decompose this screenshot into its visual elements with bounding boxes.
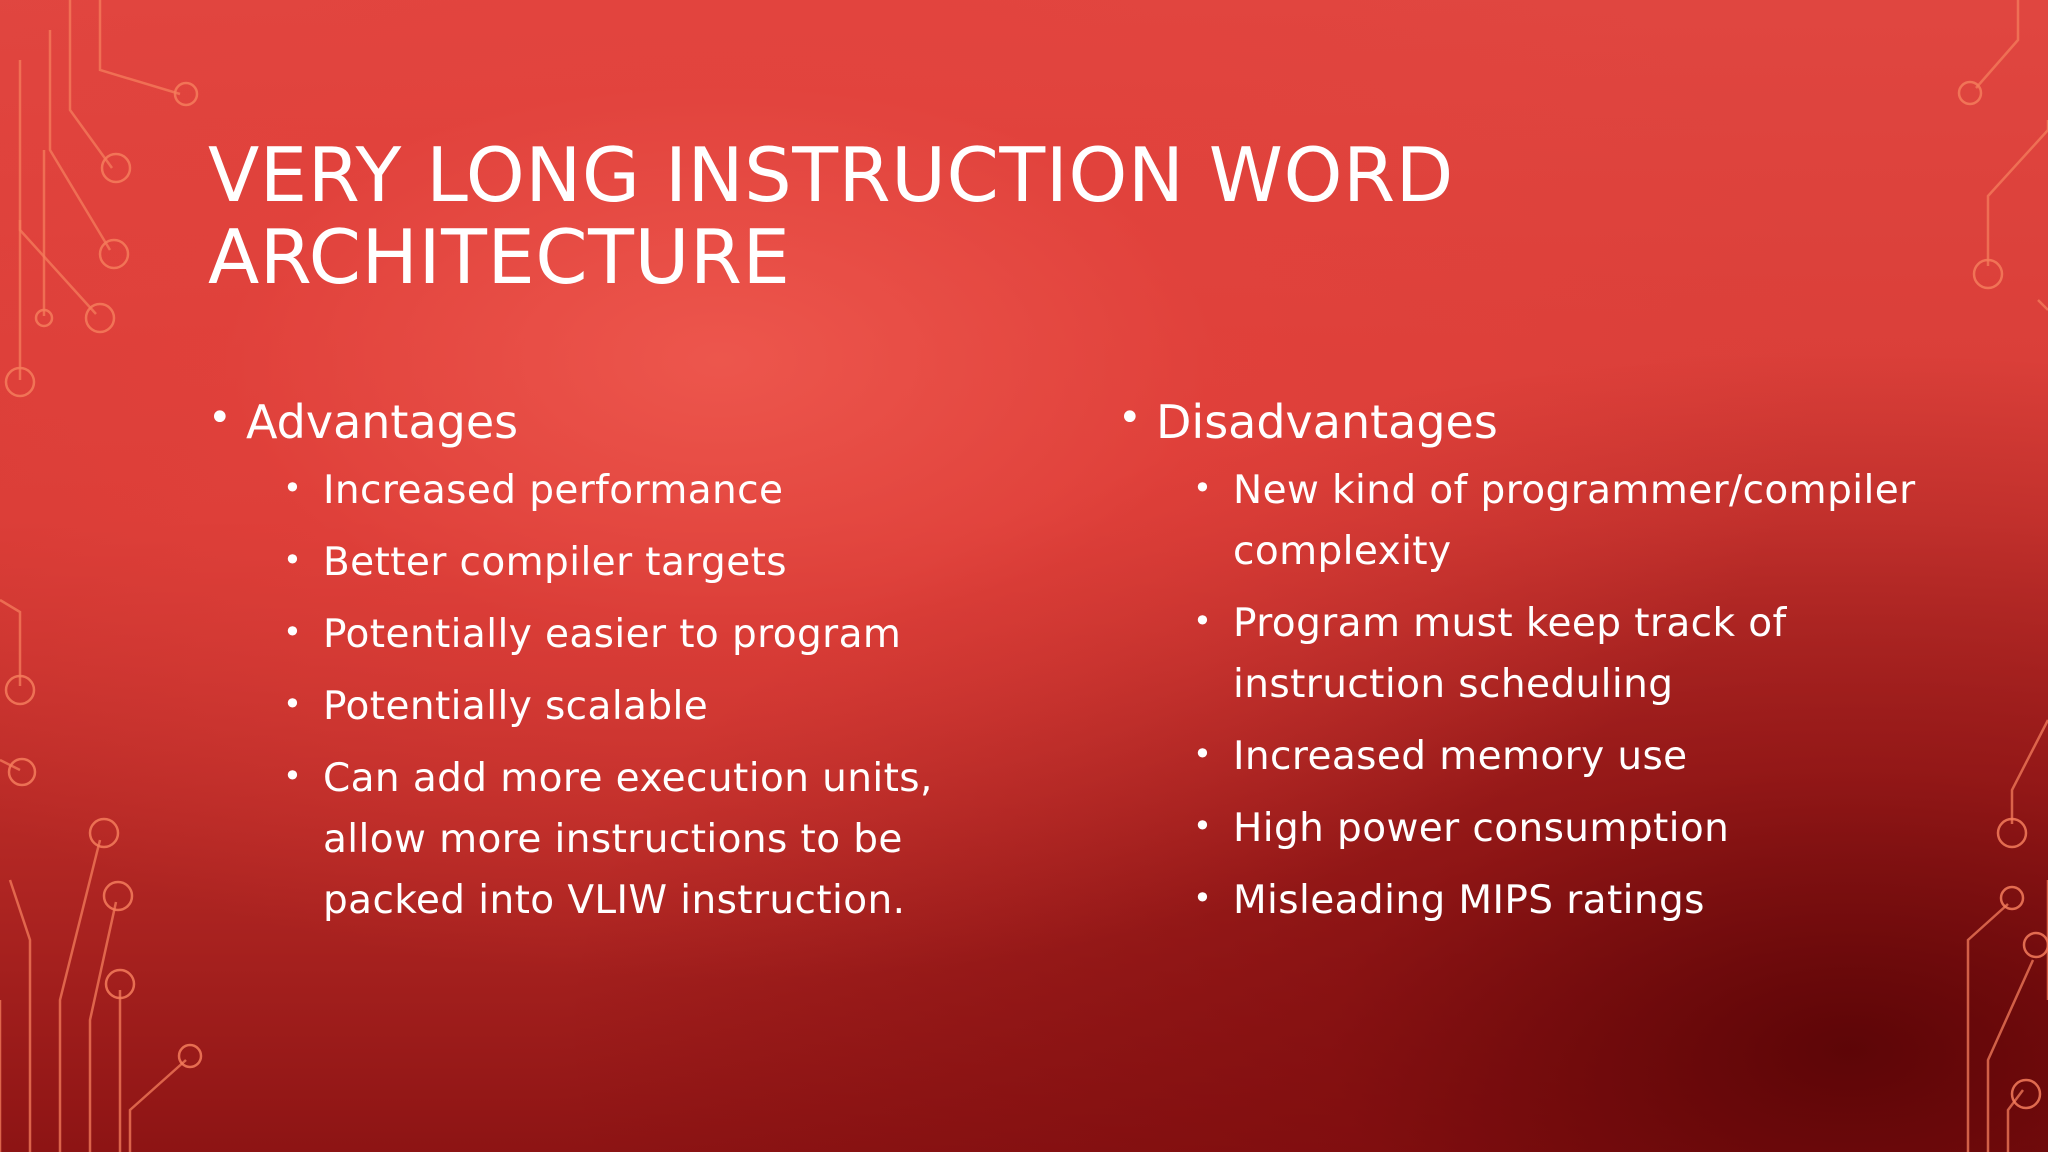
list-item: • New kind of programmer/compiler complexity: [1233, 460, 1938, 582]
list-item: • Program must keep track of instruction scheduling: [1233, 593, 1938, 715]
advantages-list: [208, 460, 1038, 931]
list-item: • Can add more execution units, allow more instructions to be packed into VLIW instruction.: [323, 748, 1038, 931]
circuit-decoration-left: [0, 0, 240, 1152]
advantages-heading: • Advantages: [208, 392, 1038, 452]
list-item: • Better compiler targets: [323, 532, 1038, 593]
disadvantages-heading: • Disadvantages: [1118, 392, 1938, 452]
slide-title: VERY LONG INSTRUCTION WORD ARCHITECTURE: [208, 131, 1454, 301]
list-item: • Potentially scalable: [323, 676, 1038, 737]
disadvantages-column: [1118, 392, 1938, 942]
list-item: • High power consumption: [1233, 798, 1938, 859]
list-item: • Misleading MIPS ratings: [1233, 870, 1938, 931]
list-item: • Potentially easier to program: [323, 604, 1038, 665]
advantages-column: [208, 392, 1038, 942]
list-item: • Increased memory use: [1233, 726, 1938, 787]
disadvantages-list: [1118, 460, 1938, 931]
list-item: • Increased performance: [323, 460, 1038, 521]
